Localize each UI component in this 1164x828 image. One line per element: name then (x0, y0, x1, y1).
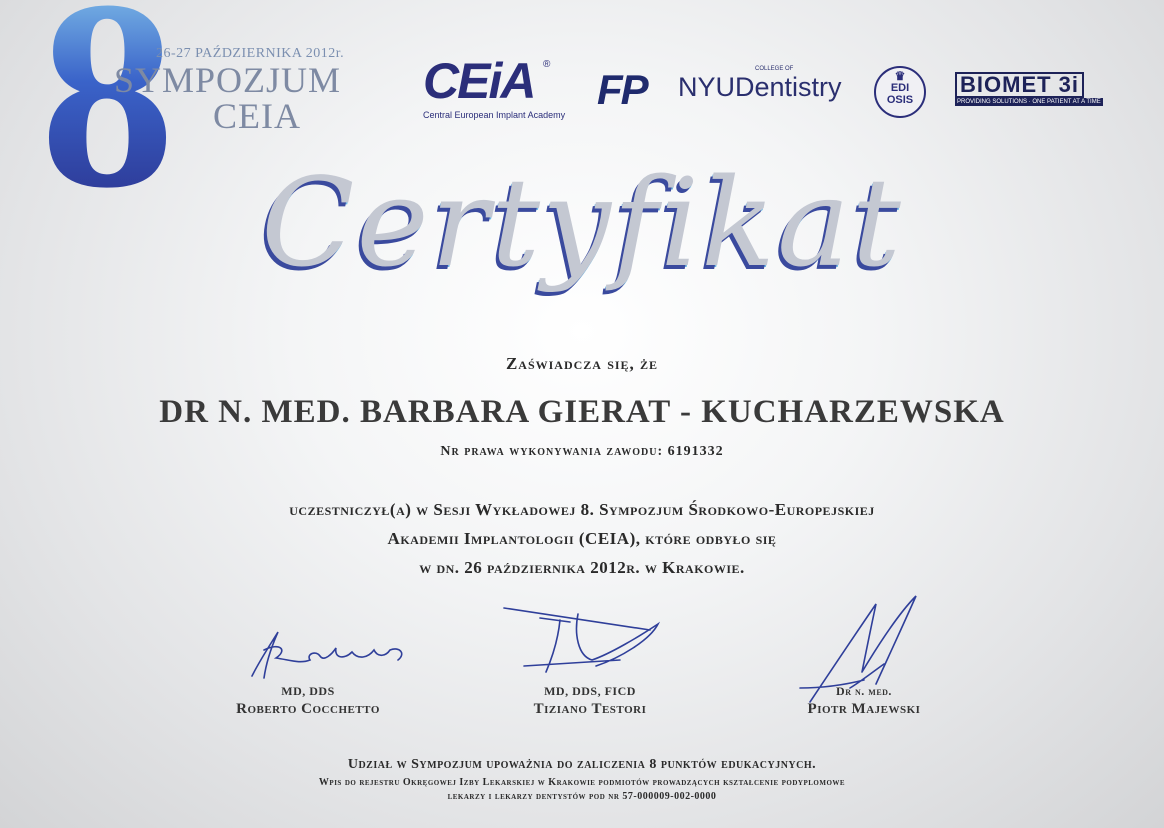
footer-registry-line-2: lekarzy i lekarzy dentystów pod nr 57-000009-002-0000 (447, 791, 717, 802)
signatory-name: Tiziano Testori (533, 701, 647, 717)
symposium-title: SYMPOZJUM (114, 60, 342, 100)
edi-logo-top: EDI (890, 82, 910, 94)
participation-text-line-3: w dn. 26 października 2012r. w Krakowie. (419, 558, 745, 577)
attestation-text: Zaświadcza się, że (505, 354, 659, 373)
signatory-cocchetto (198, 684, 418, 718)
ceia-logo-word: CEiA (423, 53, 535, 109)
ceia-logo (423, 53, 566, 125)
fp-logo: FP (597, 66, 647, 113)
signature-cocchetto (240, 620, 420, 690)
crown-icon: ♛ (894, 69, 906, 83)
nyu-dentistry-word: NYUDentistry (678, 72, 842, 102)
participation-text-line-1: uczestniczył(a) w Sesji Wykładowej 8. Sympozjum Środkowo-Europejskiej (289, 500, 875, 519)
signatory-name: Roberto Cocchetto (236, 701, 380, 717)
signature-testori (500, 600, 680, 680)
signatory-majewski (754, 684, 974, 718)
signatory-title: MD, DDS, FICD (544, 684, 636, 698)
signatory-title: MD, DDS (281, 684, 335, 698)
symposium-dates: 26-27 PAŹDZIERNIKA 2012r. (156, 46, 345, 61)
edi-osis-logo (874, 66, 926, 118)
footer-registry-line-1: Wpis do rejestru Okręgowej Izby Lekarskiej w Krakowie podmiotów prowadzących kształcenie podyplomowe (318, 777, 846, 788)
footer-points-note: Udział w Sympozjum upoważnia do zaliczenia 8 punktów edukacyjnych. (347, 757, 817, 772)
edi-logo-bottom: OSIS (886, 94, 914, 106)
license-number: Nr prawa wykonywania zawodu: 6191332 (440, 444, 724, 459)
biomet-logo-word: BIOMET 3i (955, 72, 1084, 98)
symposium-org: CEIA (213, 96, 301, 136)
nyu-college-label: COLLEGE OF (755, 66, 794, 72)
signatory-testori (480, 684, 700, 718)
biomet-logo-tagline: PROVIDING SOLUTIONS · ONE PATIENT AT A TIME (957, 99, 1101, 105)
edition-number: 8 (40, 0, 175, 230)
participation-text-line-2: Akademii Implantologii (CEIA), które odbyło się (387, 529, 777, 548)
nyu-dentistry-logo (678, 66, 848, 111)
biomet-3i-logo (955, 72, 1101, 108)
ceia-logo-tagline: Central European Implant Academy (423, 110, 566, 120)
certificate-title: Certyfikat (261, 152, 903, 294)
recipient-name: DR N. MED. BARBARA GIERAT - KUCHARZEWSKA (159, 394, 1005, 430)
signatory-name: Piotr Majewski (807, 701, 921, 717)
signatory-title: Dr n. med. (836, 684, 892, 698)
registered-mark: ® (543, 59, 551, 70)
